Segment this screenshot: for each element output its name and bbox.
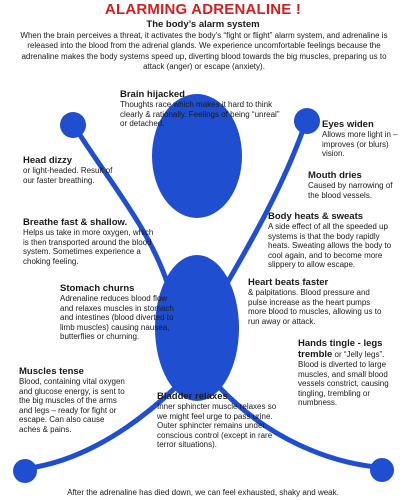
label-head-text: or light-headed. Result of our faster breathing.: [23, 166, 113, 185]
label-eyes-text: Allows more light in – improves (or blurs) vision.: [322, 130, 398, 159]
label-heart-text: & palpitations. Blood pressure and pulse increase as the heart pumps more blood to muscles, allowing us to run away or attack.: [248, 288, 382, 326]
label-brain: [120, 89, 285, 129]
label-mouth-heading: Mouth dries: [308, 170, 362, 181]
label-muscles-heading: Muscles tense: [19, 366, 84, 377]
label-eyes-heading: Eyes widen: [322, 119, 374, 130]
label-bladder: [157, 391, 277, 450]
intro-paragraph: When the brain perceives a threat, it activates the body’s “fight or flight” alarm system, and adrenaline is released into the blood from the adrenal glands. We experience uncomfortable feelings because the adrenaline makes the body systems speed up, diverting blood towards the big muscles, preparing us to attack (anger) or escape (anxiety).: [20, 31, 388, 71]
label-hands-text: Blood is diverted to large muscles, and small blood vessels constrict, causing tingling, trembling or numbness.: [298, 360, 389, 408]
figure-right-foot: [370, 458, 394, 482]
label-hands-heading-suffix: or “Jelly legs”.: [332, 350, 385, 359]
page-title: ALARMING ADRENALINE !: [104, 1, 302, 18]
page-subtitle: The body’s alarm system: [146, 19, 260, 30]
label-breathe-text: Helps us take in more oxygen, which is then transported around the blood system. Sometimes experience a choking feeling.: [23, 228, 154, 266]
label-mouth-text: Caused by narrowing of the blood vessels.: [308, 181, 393, 200]
label-breathe: [23, 217, 161, 266]
label-head-heading: Head dizzy: [23, 155, 73, 166]
label-brain-heading: Brain hijacked: [120, 89, 185, 100]
label-stomach-text: Adrenaline reduces blood flow and relaxes muscles in stomach and intestines (blood diverted to limb muscles) causing nausea, butterflies or churning.: [60, 294, 174, 342]
label-hands: [298, 338, 404, 408]
label-brain-text: Thoughts race which makes it hard to think clearly & rationally. Feelings of being “unreal” or detached.: [120, 100, 280, 129]
label-heat: [268, 211, 403, 270]
figure-left-foot: [13, 459, 37, 483]
label-muscles-text: Blood, containing vital oxygen and glucose energy, is sent to the big muscles of the arms and legs – ready for fight or escape. Can also cause aches & pains.: [19, 377, 125, 434]
label-bladder-heading: Bladder relaxes: [157, 391, 228, 402]
label-head: [23, 155, 115, 185]
label-heat-heading: Body heats & sweats: [268, 211, 364, 222]
label-eyes: [322, 119, 404, 159]
label-heat-text: A side effect of all the speeded up systems is that the body rapidly heats. Sweating allows the body to cool again, and to become more slippery to allow escape.: [268, 222, 392, 270]
label-stomach-heading: Stomach churns: [60, 283, 135, 294]
label-hands-heading: Hands tingle - legs tremble: [298, 338, 383, 360]
footer-note: After the adrenaline has died down, we can feel exhausted, shaky and weak.: [67, 488, 339, 497]
label-muscles: [19, 366, 127, 435]
figure-right-hand: [294, 108, 320, 134]
label-breathe-heading: Breathe fast & shallow.: [23, 217, 128, 228]
label-stomach: [60, 283, 178, 342]
label-mouth: [308, 170, 404, 200]
label-heart: [248, 277, 382, 326]
label-bladder-text: Inner sphincter muscle relaxes so we might feel urge to pass urine. Outer sphincter remains under conscious control (except in rare terror situations).: [157, 402, 277, 450]
label-heart-heading: Heart beats faster: [248, 277, 329, 288]
